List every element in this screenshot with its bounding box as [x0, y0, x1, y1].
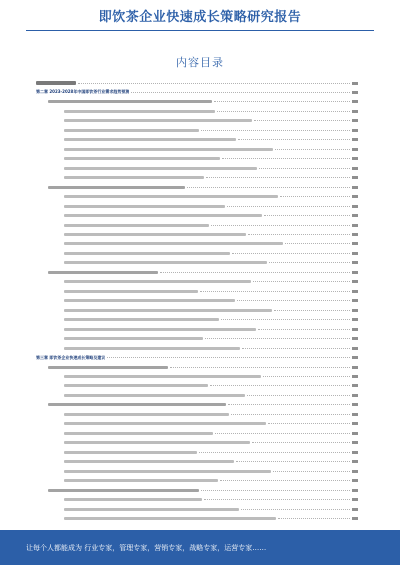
toc-dot-leader: [199, 452, 350, 453]
toc-dot-leader: [187, 187, 350, 188]
toc-page-number-placeholder: [352, 479, 358, 482]
toc-page-number-placeholder: [352, 403, 358, 406]
toc-page-number-placeholder: [352, 252, 358, 255]
toc-dot-leader: [238, 139, 350, 140]
toc-entry-label-placeholder: [64, 214, 262, 217]
toc-entry[interactable]: [64, 392, 358, 398]
toc-page-number-placeholder: [352, 157, 358, 160]
toc-page-number-placeholder: [352, 366, 358, 369]
toc-entry[interactable]: [36, 355, 358, 361]
document-header: [0, 0, 400, 30]
toc-dot-leader: [221, 319, 350, 320]
toc-dot-leader: [228, 404, 350, 405]
toc-dot-leader: [253, 281, 350, 282]
toc-entry-label-placeholder: [64, 290, 198, 293]
toc-page-number-placeholder: [352, 205, 358, 208]
toc-entry-label-placeholder: [64, 233, 246, 236]
toc-entry-label-placeholder: [64, 517, 276, 520]
toc-dot-leader: [242, 348, 350, 349]
document-title: 即饮茶企业快速成长策略研究报告: [98, 9, 302, 25]
toc-entry[interactable]: [36, 80, 358, 86]
toc-entry[interactable]: [64, 231, 358, 237]
toc-dot-leader: [204, 499, 350, 500]
toc-entry-label: 第二章 2023-2028年中国即饮茶行业需求趋势预测: [36, 89, 130, 95]
toc-entry-label-placeholder: [64, 157, 220, 160]
toc-page-number-placeholder: [352, 176, 358, 179]
toc-dot-leader: [254, 120, 350, 121]
toc-entry[interactable]: [64, 497, 358, 503]
toc-entry[interactable]: [64, 345, 358, 351]
toc-entry[interactable]: [64, 108, 358, 114]
toc-entry[interactable]: [64, 213, 358, 219]
toc-entry-label-placeholder: [64, 242, 283, 245]
toc-entry-label-placeholder: [64, 328, 256, 331]
toc-entry-label-placeholder: [64, 441, 250, 444]
toc-entry[interactable]: [64, 156, 358, 162]
toc-entry[interactable]: [64, 430, 358, 436]
toc-page-number-placeholder: [352, 384, 358, 387]
toc-entry[interactable]: [64, 326, 358, 332]
toc-entry-label-placeholder: [64, 309, 272, 312]
toc-dot-leader: [220, 480, 350, 481]
toc-page-number-placeholder: [352, 167, 358, 170]
toc-entry-label-placeholder: [64, 432, 213, 435]
toc-entry-label-placeholder: [64, 413, 229, 416]
toc-page-number-placeholder: [352, 233, 358, 236]
toc-entry-label-placeholder: [64, 347, 240, 350]
toc-entry[interactable]: [64, 203, 358, 209]
toc-entry-label-placeholder: [64, 195, 278, 198]
toc-dot-leader: [222, 158, 350, 159]
toc-page-number-placeholder: [352, 470, 358, 473]
toc-page-number-placeholder: [352, 91, 358, 94]
toc-entry-label-placeholder: [64, 224, 209, 227]
toc-entry[interactable]: [48, 99, 358, 105]
toc-dot-leader: [278, 518, 350, 519]
toc-entry[interactable]: [64, 279, 358, 285]
toc-page-number-placeholder: [352, 110, 358, 113]
toc-entry[interactable]: [48, 364, 358, 370]
toc-entry-label-placeholder: [64, 138, 236, 141]
toc-entry[interactable]: [64, 468, 358, 474]
toc-page-number-placeholder: [352, 517, 358, 520]
toc-page-number-placeholder: [352, 195, 358, 198]
toc-entry-label-placeholder: [64, 129, 199, 132]
toc-dot-leader: [211, 225, 350, 226]
toc-dot-leader: [215, 433, 350, 434]
toc-dot-leader: [259, 168, 350, 169]
toc-dot-leader: [227, 206, 350, 207]
toc-entry-label-placeholder: [64, 479, 218, 482]
toc-entry-label-placeholder: [64, 470, 271, 473]
toc-entry[interactable]: [64, 383, 358, 389]
toc-dot-leader: [201, 490, 350, 491]
toc-page-number-placeholder: [352, 489, 358, 492]
toc-entry[interactable]: [64, 440, 358, 446]
toc-entry[interactable]: [64, 516, 358, 522]
header-divider: [26, 30, 374, 31]
toc-page-number-placeholder: [352, 290, 358, 293]
toc-page-number-placeholder: [352, 148, 358, 151]
toc-entry[interactable]: [48, 269, 358, 275]
toc-entry[interactable]: [64, 459, 358, 465]
toc-page-number-placeholder: [352, 356, 358, 359]
toc-dot-leader: [248, 234, 350, 235]
table-of-contents: [36, 80, 358, 525]
toc-entry-label-placeholder: [64, 119, 252, 122]
toc-page-number-placeholder: [352, 224, 358, 227]
toc-entry[interactable]: [64, 478, 358, 484]
toc-page-number-placeholder: [352, 271, 358, 274]
toc-entry-label: 第三章 即饮茶企业快速成长策略及建议: [36, 354, 106, 360]
toc-entry-label-placeholder: [64, 451, 197, 454]
toc-page-number-placeholder: [352, 441, 358, 444]
toc-dot-leader: [285, 243, 350, 244]
toc-entry[interactable]: [64, 175, 358, 181]
toc-dot-leader: [231, 414, 350, 415]
toc-dot-leader: [273, 471, 350, 472]
toc-entry-label-placeholder: [64, 508, 239, 511]
toc-entry[interactable]: [64, 194, 358, 200]
toc-entry-label-placeholder: [48, 271, 158, 274]
toc-dot-leader: [170, 367, 350, 368]
toc-page-number-placeholder: [352, 186, 358, 189]
toc-page-number-placeholder: [352, 100, 358, 103]
toc-entry-label-placeholder: [64, 422, 266, 425]
toc-entry-label-placeholder: [64, 167, 257, 170]
toc-entry[interactable]: [48, 184, 358, 190]
toc-entry-label-placeholder: [48, 366, 168, 369]
toc-page-number-placeholder: [352, 119, 358, 122]
toc-entry[interactable]: [64, 222, 358, 228]
toc-dot-leader: [247, 395, 350, 396]
toc-entry-label-placeholder: [64, 176, 204, 179]
toc-entry-label-placeholder: [36, 81, 76, 85]
toc-dot-leader: [206, 177, 350, 178]
toc-heading: 内容目录: [176, 56, 224, 69]
toc-entry[interactable]: [64, 137, 358, 143]
toc-entry[interactable]: [64, 260, 358, 266]
toc-entry[interactable]: [64, 241, 358, 247]
toc-dot-leader: [268, 423, 350, 424]
toc-entry-label-placeholder: [64, 498, 202, 501]
toc-dot-leader: [107, 357, 350, 358]
toc-entry[interactable]: [64, 307, 358, 313]
toc-dot-leader: [258, 329, 350, 330]
toc-entry[interactable]: [64, 506, 358, 512]
toc-page-number-placeholder: [352, 261, 358, 264]
toc-dot-leader: [232, 253, 350, 254]
toc-page-number-placeholder: [352, 498, 358, 501]
toc-dot-leader: [236, 461, 350, 462]
toc-page-number-placeholder: [352, 242, 358, 245]
toc-entry[interactable]: [64, 336, 358, 342]
toc-dot-leader: [237, 300, 350, 301]
toc-entry-label-placeholder: [64, 337, 203, 340]
toc-entry[interactable]: [64, 250, 358, 256]
toc-entry[interactable]: [64, 411, 358, 417]
toc-dot-leader: [160, 272, 350, 273]
toc-dot-leader: [217, 111, 350, 112]
toc-page-number-placeholder: [352, 318, 358, 321]
toc-page-number-placeholder: [352, 82, 358, 85]
toc-entry[interactable]: [64, 118, 358, 124]
toc-page-number-placeholder: [352, 138, 358, 141]
toc-page-number-placeholder: [352, 309, 358, 312]
toc-page-number-placeholder: [352, 413, 358, 416]
toc-page-number-placeholder: [352, 508, 358, 511]
toc-dot-leader: [200, 291, 350, 292]
toc-dot-leader: [210, 385, 350, 386]
toc-dot-leader: [274, 310, 350, 311]
toc-entry-label-placeholder: [64, 205, 225, 208]
toc-entry[interactable]: [64, 288, 358, 294]
toc-page-number-placeholder: [352, 347, 358, 350]
toc-entry-label-placeholder: [64, 280, 251, 283]
toc-page-number-placeholder: [352, 460, 358, 463]
toc-entry-label-placeholder: [48, 100, 212, 103]
toc-page-number-placeholder: [352, 129, 358, 132]
toc-dot-leader: [280, 196, 350, 197]
toc-dot-leader: [201, 130, 350, 131]
toc-dot-leader: [275, 149, 350, 150]
toc-entry[interactable]: [64, 298, 358, 304]
toc-entry[interactable]: [64, 165, 358, 171]
toc-dot-leader: [78, 83, 350, 84]
toc-dot-leader: [263, 376, 350, 377]
toc-entry-label-placeholder: [64, 375, 261, 378]
toc-entry[interactable]: [64, 317, 358, 323]
toc-page-number-placeholder: [352, 451, 358, 454]
toc-dot-leader: [241, 509, 350, 510]
toc-page-number-placeholder: [352, 394, 358, 397]
toc-entry-label-placeholder: [64, 384, 208, 387]
toc-page-number-placeholder: [352, 328, 358, 331]
toc-page-number-placeholder: [352, 422, 358, 425]
toc-entry[interactable]: [48, 487, 358, 493]
toc-dot-leader: [131, 92, 350, 93]
toc-entry[interactable]: [64, 127, 358, 133]
toc-entry-label-placeholder: [48, 489, 199, 492]
toc-entry[interactable]: [64, 449, 358, 455]
toc-page-number-placeholder: [352, 432, 358, 435]
toc-entry-label-placeholder: [64, 252, 230, 255]
toc-entry[interactable]: [64, 421, 358, 427]
toc-dot-leader: [214, 101, 350, 102]
toc-page-number-placeholder: [352, 280, 358, 283]
toc-dot-leader: [264, 215, 350, 216]
toc-entry-label-placeholder: [64, 460, 234, 463]
toc-entry-label-placeholder: [64, 394, 245, 397]
toc-entry-label-placeholder: [48, 403, 226, 406]
toc-entry[interactable]: [48, 402, 358, 408]
toc-page-number-placeholder: [352, 375, 358, 378]
toc-page-number-placeholder: [352, 214, 358, 217]
toc-entry-label-placeholder: [64, 148, 273, 151]
toc-entry-label-placeholder: [48, 186, 185, 189]
toc-entry[interactable]: [64, 146, 358, 152]
toc-page-number-placeholder: [352, 299, 358, 302]
toc-entry[interactable]: [36, 89, 358, 95]
toc-dot-leader: [205, 338, 350, 339]
toc-entry-label-placeholder: [64, 261, 267, 264]
toc-dot-leader: [269, 262, 350, 263]
footer-slogan: 让每个人都能成为 行业专家，管理专家，营销专家，战略专家，运营专家……: [26, 544, 267, 552]
toc-entry-label-placeholder: [64, 318, 219, 321]
toc-entry-label-placeholder: [64, 110, 215, 113]
toc-entry[interactable]: [64, 374, 358, 380]
toc-dot-leader: [252, 442, 350, 443]
toc-entry-label-placeholder: [64, 299, 235, 302]
toc-page-number-placeholder: [352, 337, 358, 340]
